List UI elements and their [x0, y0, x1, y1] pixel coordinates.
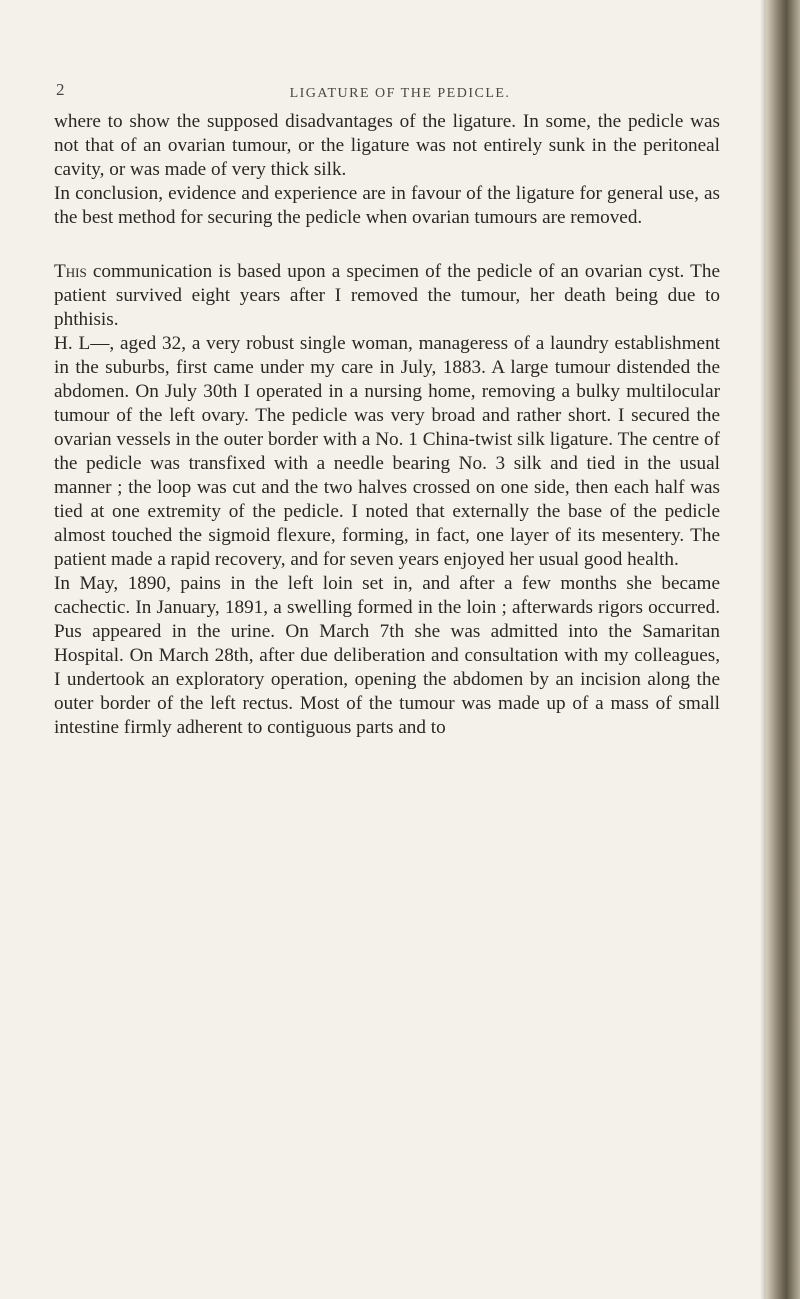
paragraph-3-lead: This	[54, 261, 87, 282]
paragraph-2: In conclusion, evidence and experience are in favour of the ligature for general use, as the best method for securing the pedicle when ovarian tumours are removed.	[54, 183, 720, 228]
paragraph-1: where to show the supposed disadvantages of the ligature. In some, the pedicle was not that of an ovarian tumour, or the ligature was not entirely sunk in the peritoneal cavity, or was made of very thick silk.	[54, 111, 720, 180]
paragraph-3	[54, 260, 720, 332]
paragraph-3-rest: communication is based upon a specimen of the pedicle of an ovarian cyst. The patient survived eight years after I removed the tumour, her death being due to phthisis.	[54, 261, 720, 330]
book-binding	[766, 0, 800, 1299]
body-text	[54, 110, 720, 740]
running-title: LIGATURE OF THE PEDICLE.	[289, 86, 511, 101]
page-number: 2	[56, 80, 65, 99]
paragraph-5: In May, 1890, pains in the left loin set in, and after a few months she became cachectic. In January, 1891, a swelling formed in the loin ; afterwards rigors occurred. Pus appeared in the urine. On March 7th she was admitted into the Samaritan Hospital. On March 28th, after due deliberation and consultation with my colleagues, I undertook an exploratory operation, opening the abdomen by an incision along the outer border of the left rectus. Most of the tumour was made up of a mass of small intestine firmly adherent to contiguous parts and to	[54, 573, 720, 738]
section-gap	[54, 230, 720, 260]
paragraph-4: H. L—, aged 32, a very robust single woman, manageress of a laundry establishment in the suburbs, first came under my care in July, 1883. A large tumour distended the abdomen. On July 30th I operated in a nursing home, removing a bulky multilocular tumour of the left ovary. The pedicle was very broad and rather short. I secured the ovarian vessels in the outer border with a No. 1 China-twist silk ligature. The centre of the pedicle was transfixed with a needle bearing No. 3 silk and tied in the usual manner ; the loop was cut and the two halves crossed on one side, then each half was tied at one extremity of the pedicle. I noted that externally the base of the pedicle almost touched the sigmoid flexure, forming, in fact, one layer of its mesentery. The patient made a rapid recovery, and for seven years enjoyed her usual good health.	[54, 333, 720, 570]
